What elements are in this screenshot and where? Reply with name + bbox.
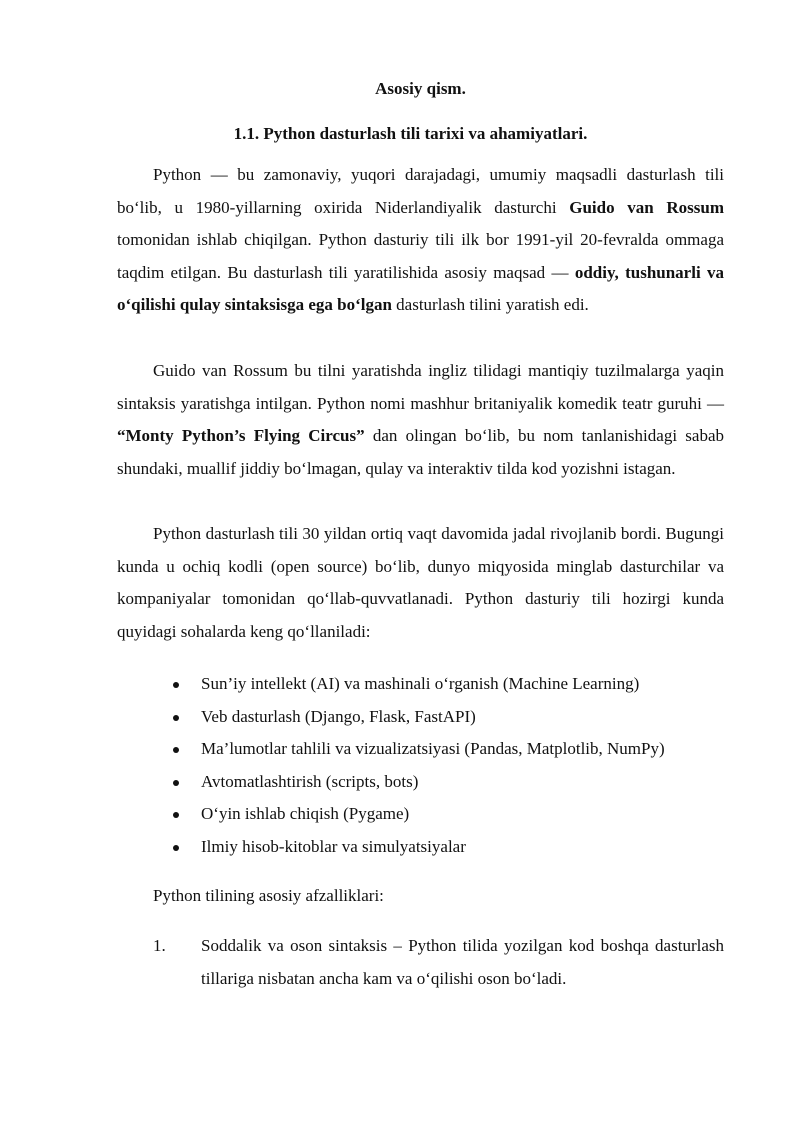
advantages-intro: Python tilining asosiy afzalliklari: xyxy=(153,886,384,905)
usage-bullet-list xyxy=(153,668,724,863)
bullet-text: Avtomatlashtirish (scripts, bots) xyxy=(201,771,419,791)
bullet-dot-icon xyxy=(173,682,179,688)
bullet-dot-icon xyxy=(173,780,179,786)
bullet-item xyxy=(153,701,724,734)
item-number: 1. xyxy=(153,936,166,955)
bullet-item xyxy=(153,831,724,864)
paragraph-text: Python — bu zamonaviy, yuqori darajadagi, umumiy maqsadli dasturlash tili bo‘lib, u 1980-yillarning oxirida Niderlandiyalik dasturchi xyxy=(117,165,724,217)
main-heading: Asosiy qism. xyxy=(375,79,466,98)
paragraph-text: dan olingan bo‘lib, bu nom tanlanishidagi sabab shundaki, muallif jiddiy bo‘lmagan, qulay va interaktiv tilda kod yozishni istagan. xyxy=(117,426,724,478)
bullet-dot-icon xyxy=(173,747,179,753)
bullet-dot-icon xyxy=(173,845,179,851)
bullet-dot-icon xyxy=(173,715,179,721)
bold-monty-python: “Monty Python’s Flying Circus” xyxy=(117,426,365,445)
paragraph-text: Guido van Rossum bu tilni yaratishda ingliz tilidagi mantiqiy tuzilmalarga yaqin sintaksis yaratishga intilgan. Python nomi mashhur britaniyalik komedik teatr guruhi — xyxy=(117,361,724,413)
bold-author-name: Guido van Rossum xyxy=(569,197,725,217)
bullet-dot-icon xyxy=(173,812,179,818)
paragraph-usage: Python dasturlash tili 30 yildan ortiq vaqt davomida jadal rivojlanib bordi. Bugungi kunda u ochiq kodli (open source) bo‘lib, dunyo miqyosida minglab dasturchilar va kompaniyalar tomonidan qo‘llab-quvvatlanadi. Python dasturiy tili hozirgi kunda quyidagi sohalarda keng qo‘llaniladi: xyxy=(117,524,724,641)
bold-goal-phrase: oddiy, tushunarli va o‘qilishi qulay sintaksisga ega bo‘lgan xyxy=(117,262,724,314)
bullet-item xyxy=(153,798,724,831)
numbered-item xyxy=(153,930,724,995)
bullet-text: Sun’iy intellekt (AI) va mashinali o‘rganish (Machine Learning) xyxy=(201,674,640,693)
bullet-item xyxy=(153,668,724,701)
bullet-text: Ilmiy hisob-kitoblar va simulyatsiyalar xyxy=(201,836,466,856)
bullet-item xyxy=(153,733,724,766)
paragraph-name-origin xyxy=(117,355,724,485)
bullet-text: Ma’lumotlar tahlili va vizualizatsiyasi (Pandas, Matplotlib, NumPy) xyxy=(201,739,665,758)
paragraph-text: dasturlash tilini yaratish edi. xyxy=(391,295,589,314)
section-heading: 1.1. Python dasturlash tili tarixi va ahamiyatlari. xyxy=(233,124,588,143)
bullet-text: Veb dasturlash (Django, Flask, FastAPI) xyxy=(201,706,476,726)
bullet-text: O‘yin ishlab chiqish (Pygame) xyxy=(201,804,410,823)
item-text: Soddalik va oson sintaksis – Python tilida yozilgan kod boshqa dasturlash tillariga nisbatan ancha kam va o‘qilishi oson bo‘ladi. xyxy=(201,936,724,988)
bullet-item xyxy=(153,766,724,799)
paragraph-text: tomonidan ishlab chiqilgan. Python dasturiy tili ilk bor 1991-yil 20-fevralda ommaga taqdim etilgan. Bu dasturlash tili yaratilishida asosiy maqsad — xyxy=(117,230,724,282)
advantages-numbered-list xyxy=(153,930,724,995)
paragraph-history xyxy=(117,159,724,322)
